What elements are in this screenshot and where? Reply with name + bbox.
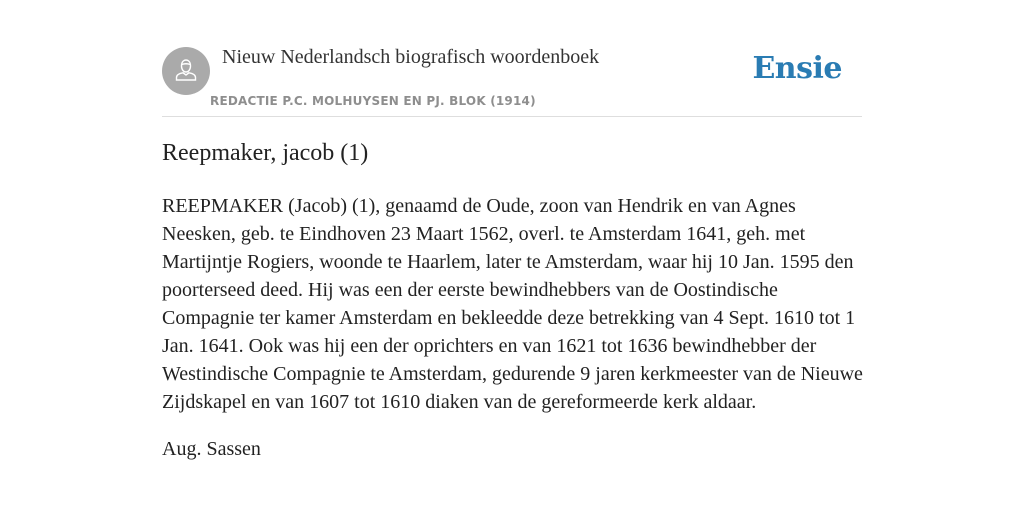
book-title[interactable]: Nieuw Nederlandsch biografisch woordenboek [222, 46, 600, 68]
entry-body: REEPMAKER (Jacob) (1), genaamd de Oude, zoon van Hendrik en van Agnes Neesken, geb. te Eindhoven 23 Maart 1562, overl. te Amsterdam 1641, geh. met Martijntje Rogiers, woonde te Haarlem, later te Amsterdam, waar hij 10 Jan. 1595 den poorterseed deed. Hij was een der eerste bewindhebbers van de Oostindische Compagnie ter kamer Amsterdam en bekleedde deze betrekking van 4 Sept. 1610 tot 1 Jan. 1641. Ook was hij een der oprichters en van 1621 tot 1636 bewindhebber der Westindische Compagnie te Amsterdam, gedurende 9 jaren kerkmeester van de Nieuwe Zijdskapel en van 1607 tot 1610 diaken van de gereformeerde kerk aldaar. [162, 195, 863, 413]
page-container [162, 0, 863, 460]
avatar[interactable] [162, 47, 210, 95]
entry-title: Reepmaker, jacob (1) [162, 140, 369, 166]
ensie-logo[interactable]: Ensie [752, 51, 842, 86]
user-icon [172, 55, 200, 88]
source-header [162, 0, 862, 117]
editors-label: REDACTIE P.C. MOLHUYSEN EN PJ. BLOK (1914) [210, 94, 536, 108]
entry-author: Aug. Sassen [162, 438, 261, 460]
